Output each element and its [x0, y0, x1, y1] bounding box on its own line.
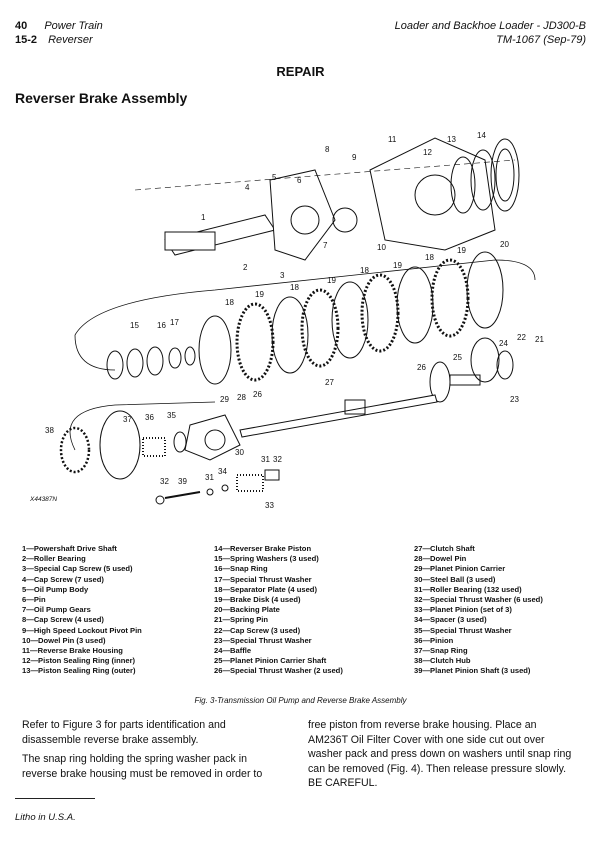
callout-32: 32 [273, 455, 282, 464]
figure-caption: Fig. 3-Transmission Oil Pump and Reverse Brake Assembly [194, 696, 407, 705]
section-title: Power Train [44, 20, 103, 32]
callout-4: 4 [245, 183, 250, 192]
part-item: 17—Special Thrust Washer [214, 574, 312, 584]
part-item: 38—Clutch Hub [414, 656, 471, 666]
callout-9: 9 [352, 153, 357, 162]
parts-list-col1 [22, 544, 142, 677]
callout-17: 17 [170, 318, 179, 327]
callout-6: 6 [297, 176, 302, 185]
callout-32b: 32 [160, 477, 169, 486]
callout-19: 19 [255, 290, 264, 299]
part-item: 19—Brake Disk (4 used) [214, 595, 301, 605]
part-item: 2—Roller Bearing [22, 554, 86, 564]
callout-22: 22 [517, 333, 526, 342]
part-item: 12—Piston Sealing Ring (inner) [22, 656, 136, 666]
body-left-p1: Refer to Figure 3 for parts identification and disassemble reverse brake assembly. [22, 719, 226, 746]
callout-5: 5 [272, 173, 277, 182]
callout-36: 36 [145, 413, 154, 422]
part-item: 28—Dowel Pin [414, 554, 467, 564]
part-item: 8—Cap Screw (4 used) [22, 615, 104, 625]
part-item: 4—Cap Screw (7 used) [22, 574, 104, 584]
page-number: 40 [15, 20, 28, 32]
callout-26: 26 [417, 363, 426, 372]
callout-13: 13 [447, 135, 456, 144]
parts-list-col2 [214, 544, 343, 677]
section-heading: Reverser Brake Assembly [15, 90, 188, 106]
part-item: 27—Clutch Shaft [414, 544, 475, 553]
callout-12: 12 [423, 148, 432, 157]
footer-text: Litho in U.S.A. [15, 812, 76, 823]
callout-19d: 19 [457, 246, 466, 255]
exploded-diagram [15, 120, 585, 530]
callout-25: 25 [453, 353, 462, 362]
callout-15: 15 [130, 321, 139, 330]
callout-2: 2 [243, 263, 248, 272]
callout-19c: 19 [393, 261, 402, 270]
callout-23: 23 [510, 395, 519, 404]
callout-7: 7 [323, 241, 328, 250]
part-item: 29—Planet Pinion Carrier [414, 564, 506, 574]
callout-21: 21 [535, 335, 544, 344]
callout-1: 1 [201, 213, 206, 222]
callout-39: 39 [178, 477, 187, 486]
manual-title: Loader and Backhoe Loader - JD300-B [394, 20, 586, 32]
part-item: 33—Planet Pinion (set of 3) [414, 605, 512, 615]
callout-31: 31 [205, 473, 214, 482]
part-item: 6—Pin [22, 595, 46, 605]
part-item: 9—High Speed Lockout Pivot Pin [22, 625, 142, 635]
part-item: 3—Special Cap Screw (5 used) [22, 564, 133, 574]
subsection-title: Reverser [48, 34, 93, 46]
body-left-p2: The snap ring holding the spring washer pack in reverse brake housing must be removed in order to [22, 753, 263, 780]
callout-29: 29 [220, 395, 229, 404]
callout-3: 3 [280, 271, 285, 280]
figure-id: X44387N [30, 496, 58, 503]
callout-19b: 19 [327, 276, 336, 285]
callout-28: 28 [237, 393, 246, 402]
page-number-header [15, 20, 103, 32]
part-item: 35—Special Thrust Washer [414, 625, 512, 635]
part-item: 30—Steel Ball (3 used) [414, 574, 496, 584]
callout-26b: 26 [253, 390, 262, 399]
part-item: 26—Special Thrust Washer (2 used) [214, 666, 343, 676]
subsection-number: 15-2 [15, 34, 38, 46]
part-item: 37—Snap Ring [414, 646, 468, 656]
callout-24: 24 [499, 339, 508, 348]
part-item: 21—Spring Pin [214, 615, 269, 625]
parts-list-col3 [414, 544, 543, 677]
callout-30: 30 [235, 448, 244, 457]
callout-33: 33 [265, 501, 274, 510]
callout-14: 14 [477, 131, 486, 140]
callout-18d: 18 [425, 253, 434, 262]
part-item: 14—Reverser Brake Piston [214, 544, 312, 553]
page-title: REPAIR [276, 64, 325, 79]
part-item: 7—Oil Pump Gears [22, 605, 91, 615]
callout-38: 38 [45, 426, 54, 435]
callout-10: 10 [377, 243, 386, 252]
part-item: 34—Spacer (3 used) [414, 615, 487, 625]
callout-18b: 18 [290, 283, 299, 292]
part-item: 15—Spring Washers (3 used) [214, 554, 319, 564]
manual-number: TM-1067 (Sep-79) [496, 34, 586, 46]
part-item: 16—Snap Ring [214, 564, 268, 574]
part-item: 24—Baffle [214, 646, 252, 656]
part-item: 32—Special Thrust Washer (6 used) [414, 595, 543, 605]
part-item: 5—Oil Pump Body [22, 584, 89, 594]
part-item: 31—Roller Bearing (132 used) [414, 584, 522, 594]
part-item: 22—Cap Screw (3 used) [214, 625, 301, 635]
subsection-header [15, 34, 93, 46]
part-item: 23—Special Thrust Washer [214, 635, 312, 645]
callout-11: 11 [388, 135, 397, 144]
callout-35: 35 [167, 411, 176, 420]
part-item: 11—Reverse Brake Housing [22, 646, 123, 656]
callout-31b: 31 [261, 455, 270, 464]
callout-37: 37 [123, 415, 132, 424]
callout-18c: 18 [360, 266, 369, 275]
callout-20: 20 [500, 240, 509, 249]
part-item: 18—Separator Plate (4 used) [214, 584, 317, 594]
footer-rule [15, 798, 95, 799]
part-item: 1—Powershaft Drive Shaft [22, 544, 117, 553]
body-right-p1: free piston from reverse brake housing. Place an AM236T Oil Filter Cover with one side cut out over washer pack and press down on washers until snap ring can be removed (Fig. 4). Then release pressure slowly. BE CAREFUL. [308, 719, 572, 789]
part-item: 36—Pinion [414, 635, 454, 645]
part-item: 10—Dowel Pin (3 used) [22, 635, 106, 645]
callout-18: 18 [225, 298, 234, 307]
part-item: 13—Piston Sealing Ring (outer) [22, 666, 136, 676]
part-item: 25—Planet Pinion Carrier Shaft [214, 656, 327, 666]
part-item: 39—Planet Pinion Shaft (3 used) [414, 666, 531, 676]
callout-27: 27 [325, 378, 334, 387]
callout-8: 8 [325, 145, 330, 154]
part-item: 20—Backing Plate [214, 605, 280, 615]
callout-16: 16 [157, 321, 166, 330]
callout-34: 34 [218, 467, 227, 476]
